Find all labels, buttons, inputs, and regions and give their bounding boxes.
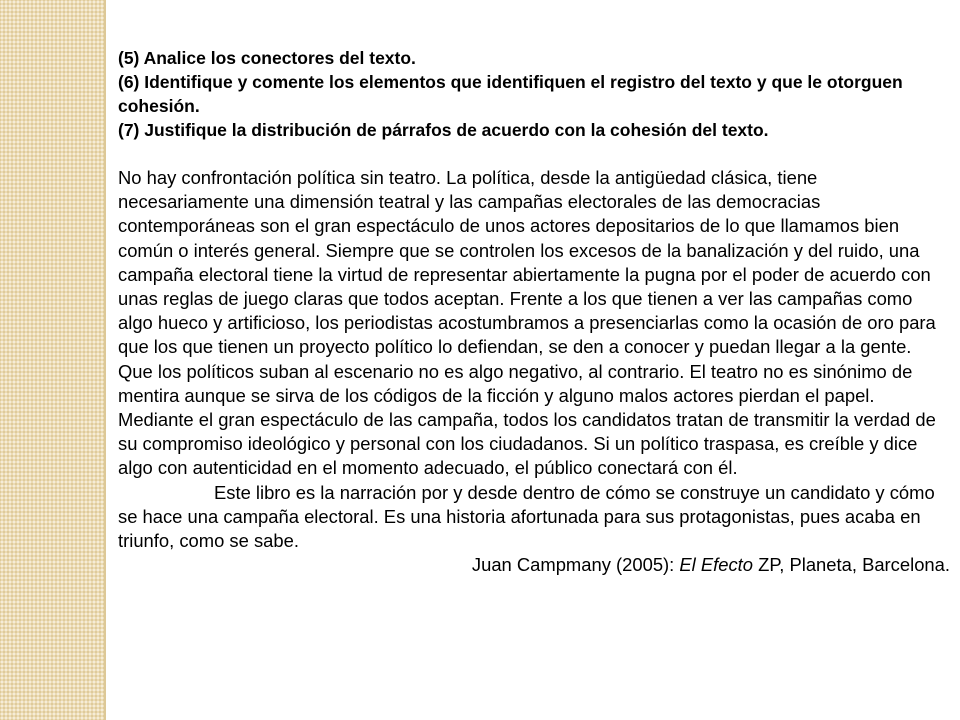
spacer [118, 142, 950, 166]
passage-paragraph-1: No hay confrontación política sin teatro. La política, desde la antigüedad clásica, tiene necesariamente una dimensión teatral y las campañas electorales de las democracias contemporáneas son el gran espectáculo de unos actores depositarios de lo que llamamos bien común o interés general. Siempre que se controlen los excesos de la banalización y del ruido, una campaña electoral tiene la virtud de representar abiertamente la pugna por el poder de acuerdo con unas reglas de juego claras que todos aceptan. Frente a los que tienen a ver las campañas como algo hueco y artificioso, los periodistas acostumbramos a presenciarlas como la ocasión de oro para que los que tienen un proyecto político lo defiendan, se den a conocer y puedan llegar a la gente. Que los políticos suban al escenario no es algo negativo, al contrario. El teatro no es sinónimo de mentira aunque se sirva de los códigos de la ficción y alguno malos actores pierdan el papel. Mediante el gran espectáculo de las campaña, todos los candidatos tratan de transmitir la verdad de su compromiso ideológico y personal con los ciudadanos. Si un político traspasa, es creíble y dice algo con autenticidad en el momento adecuado, el público conectará con él. [118, 167, 936, 479]
citation-title-rest: ZP, Planeta, Barcelona. [753, 554, 950, 576]
citation-author: Juan Campmany (2005): [471, 554, 680, 576]
question-5: (5) Analice los conectores del texto. [118, 48, 416, 68]
passage-text [118, 166, 950, 577]
passage-paragraph-2: Este libro es la narración por y desde dentro de cómo se construye un candidato y cómo se hace una campaña electoral. Es una historia afortunada para sus protagonistas, pues acaba en triunfo, como se sabe. [118, 481, 935, 552]
slide-content [118, 46, 950, 577]
citation [118, 553, 950, 577]
decorative-side-strip [0, 0, 106, 720]
question-list [118, 46, 950, 142]
question-7: (7) Justifique la distribución de párrafos de acuerdo con la cohesión del texto. [118, 120, 769, 140]
question-6: (6) Identifique y comente los elementos que identifiquen el registro del texto y que le otorguen cohesión. [118, 72, 903, 116]
citation-title-italic: El Efecto [679, 554, 754, 576]
